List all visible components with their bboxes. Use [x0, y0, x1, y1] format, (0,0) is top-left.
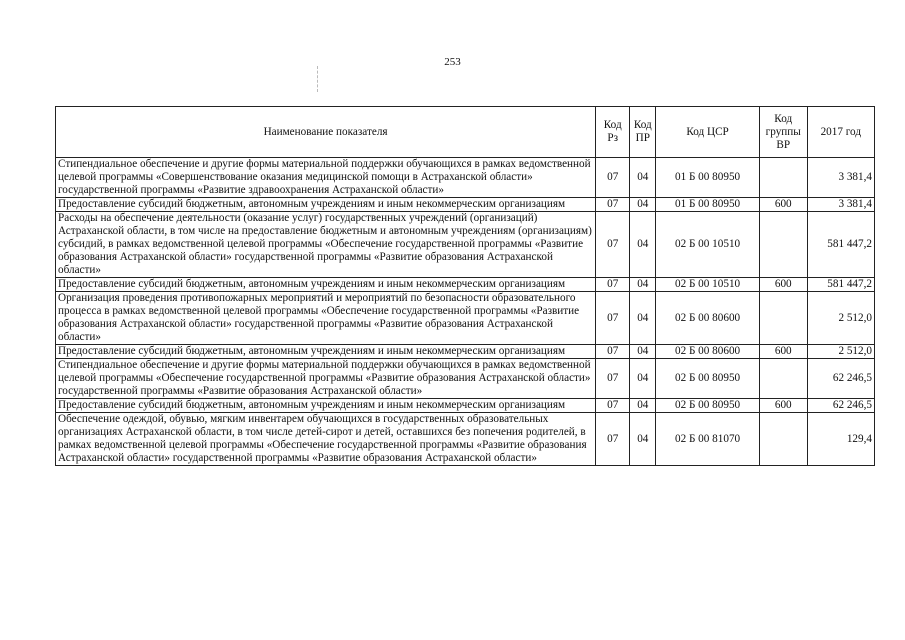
cell-vr: 600	[759, 278, 807, 292]
table-body	[56, 158, 875, 466]
cell-csr: 02 Б 00 80950	[656, 399, 760, 413]
header-vr-line1: Код	[774, 112, 793, 125]
cell-csr: 02 Б 00 10510	[656, 278, 760, 292]
cell-pr: 04	[630, 158, 656, 198]
cell-sum: 581 447,2	[807, 212, 874, 278]
cell-sum: 3 381,4	[807, 198, 874, 212]
budget-table	[55, 106, 875, 466]
cell-pr: 04	[630, 359, 656, 399]
header-year: 2017 год	[807, 107, 874, 158]
cell-vr: 600	[759, 399, 807, 413]
cell-rz: 07	[596, 292, 630, 345]
cell-vr	[759, 413, 807, 466]
cell-pr: 04	[630, 413, 656, 466]
cell-vr: 600	[759, 345, 807, 359]
page-number: 253	[444, 56, 461, 68]
header-pr	[630, 107, 656, 158]
cell-csr: 01 Б 00 80950	[656, 158, 760, 198]
table-row	[56, 212, 875, 278]
cell-sum: 129,4	[807, 413, 874, 466]
cell-rz: 07	[596, 359, 630, 399]
cell-vr	[759, 158, 807, 198]
table-row	[56, 359, 875, 399]
header-name: Наименование показателя	[56, 107, 596, 158]
cell-pr: 04	[630, 345, 656, 359]
header-row	[56, 107, 875, 158]
table-row	[56, 345, 875, 359]
cell-sum: 62 246,5	[807, 359, 874, 399]
table-row	[56, 399, 875, 413]
cell-sum: 2 512,0	[807, 345, 874, 359]
cell-vr	[759, 212, 807, 278]
cell-name: Обеспечение одеждой, обувью, мягким инвентарем обучающихся в государственных образовательных организациях Астраханской области, в том числе детей-сирот и детей, оставшихся без попечения родителей, в рамках ведомственной целевой программы «Обеспечение государственной программы «Развитие образования Астраханской области» государственной программы «Развитие образования Астраханской области»	[56, 413, 596, 466]
cell-pr: 04	[630, 212, 656, 278]
cell-pr: 04	[630, 399, 656, 413]
table-row	[56, 413, 875, 466]
header-rz	[596, 107, 630, 158]
header-pr-line1: Код	[633, 119, 652, 131]
cell-rz: 07	[596, 345, 630, 359]
cell-vr	[759, 359, 807, 399]
cell-name: Организация проведения противопожарных мероприятий и мероприятий по безопасности образовательного процесса в рамках ведомственной целевой программы «Обеспечение государственной программы «Развитие образования Астраханской области» государственной программы «Развитие образования Астраханской области»	[56, 292, 596, 345]
cell-csr: 02 Б 00 10510	[656, 212, 760, 278]
cell-csr: 01 Б 00 80950	[656, 198, 760, 212]
table-row	[56, 158, 875, 198]
cell-rz: 07	[596, 399, 630, 413]
table-row	[56, 278, 875, 292]
cell-csr: 02 Б 00 80600	[656, 345, 760, 359]
cell-sum: 62 246,5	[807, 399, 874, 413]
cell-name: Стипендиальное обеспечение и другие формы материальной поддержки обучающихся в рамках ведомственной целевой программы «Совершенствование оказания медицинской помощи в Астраханской области» государственной программы «Развитие здравоохранения Астраханской области»	[56, 158, 596, 198]
cell-pr: 04	[630, 198, 656, 212]
cell-csr: 02 Б 00 80950	[656, 359, 760, 399]
cell-name: Расходы на обеспечение деятельности (оказание услуг) государственных учреждений (организаций) Астраханской области, в том числе на предоставление бюджетным и автономным учреждениям (организациям) субсидий, в рамках ведомственной целевой программы «Обеспечение государственной программы «Развитие образования Астраханской области» государственной программы «Развитие образования Астраханской области»	[56, 212, 596, 278]
cell-name: Предоставление субсидий бюджетным, автономным учреждениям и иным некоммерческим организациям	[56, 278, 596, 292]
header-rz-line2: Рз	[607, 132, 619, 144]
cell-csr: 02 Б 00 81070	[656, 413, 760, 466]
cell-sum: 2 512,0	[807, 292, 874, 345]
header-csr: Код ЦСР	[656, 107, 760, 158]
table-row	[56, 292, 875, 345]
cell-name: Предоставление субсидий бюджетным, автономным учреждениям и иным некоммерческим организациям	[56, 198, 596, 212]
cell-rz: 07	[596, 198, 630, 212]
cell-rz: 07	[596, 158, 630, 198]
header-vr-line3: ВР	[776, 138, 791, 151]
cell-pr: 04	[630, 278, 656, 292]
cell-sum: 581 447,2	[807, 278, 874, 292]
cell-rz: 07	[596, 278, 630, 292]
cell-csr: 02 Б 00 80600	[656, 292, 760, 345]
header-vr-line2: группы	[765, 125, 801, 138]
cell-rz: 07	[596, 413, 630, 466]
cell-name: Предоставление субсидий бюджетным, автономным учреждениям и иным некоммерческим организациям	[56, 399, 596, 413]
cell-rz: 07	[596, 212, 630, 278]
table-row	[56, 198, 875, 212]
cell-pr: 04	[630, 292, 656, 345]
header-vr	[759, 107, 807, 158]
header-rz-line1: Код	[603, 119, 622, 131]
cell-vr	[759, 292, 807, 345]
header-pr-line2: ПР	[635, 132, 650, 144]
cell-sum: 3 381,4	[807, 158, 874, 198]
cell-vr: 600	[759, 198, 807, 212]
fold-mark	[317, 66, 318, 92]
cell-name: Стипендиальное обеспечение и другие формы материальной поддержки обучающихся в рамках ведомственной целевой программы «Обеспечение государственной программы «Развитие образования Астраханской области» государственной программы «Развитие образования Астраханской области»	[56, 359, 596, 399]
cell-name: Предоставление субсидий бюджетным, автономным учреждениям и иным некоммерческим организациям	[56, 345, 596, 359]
